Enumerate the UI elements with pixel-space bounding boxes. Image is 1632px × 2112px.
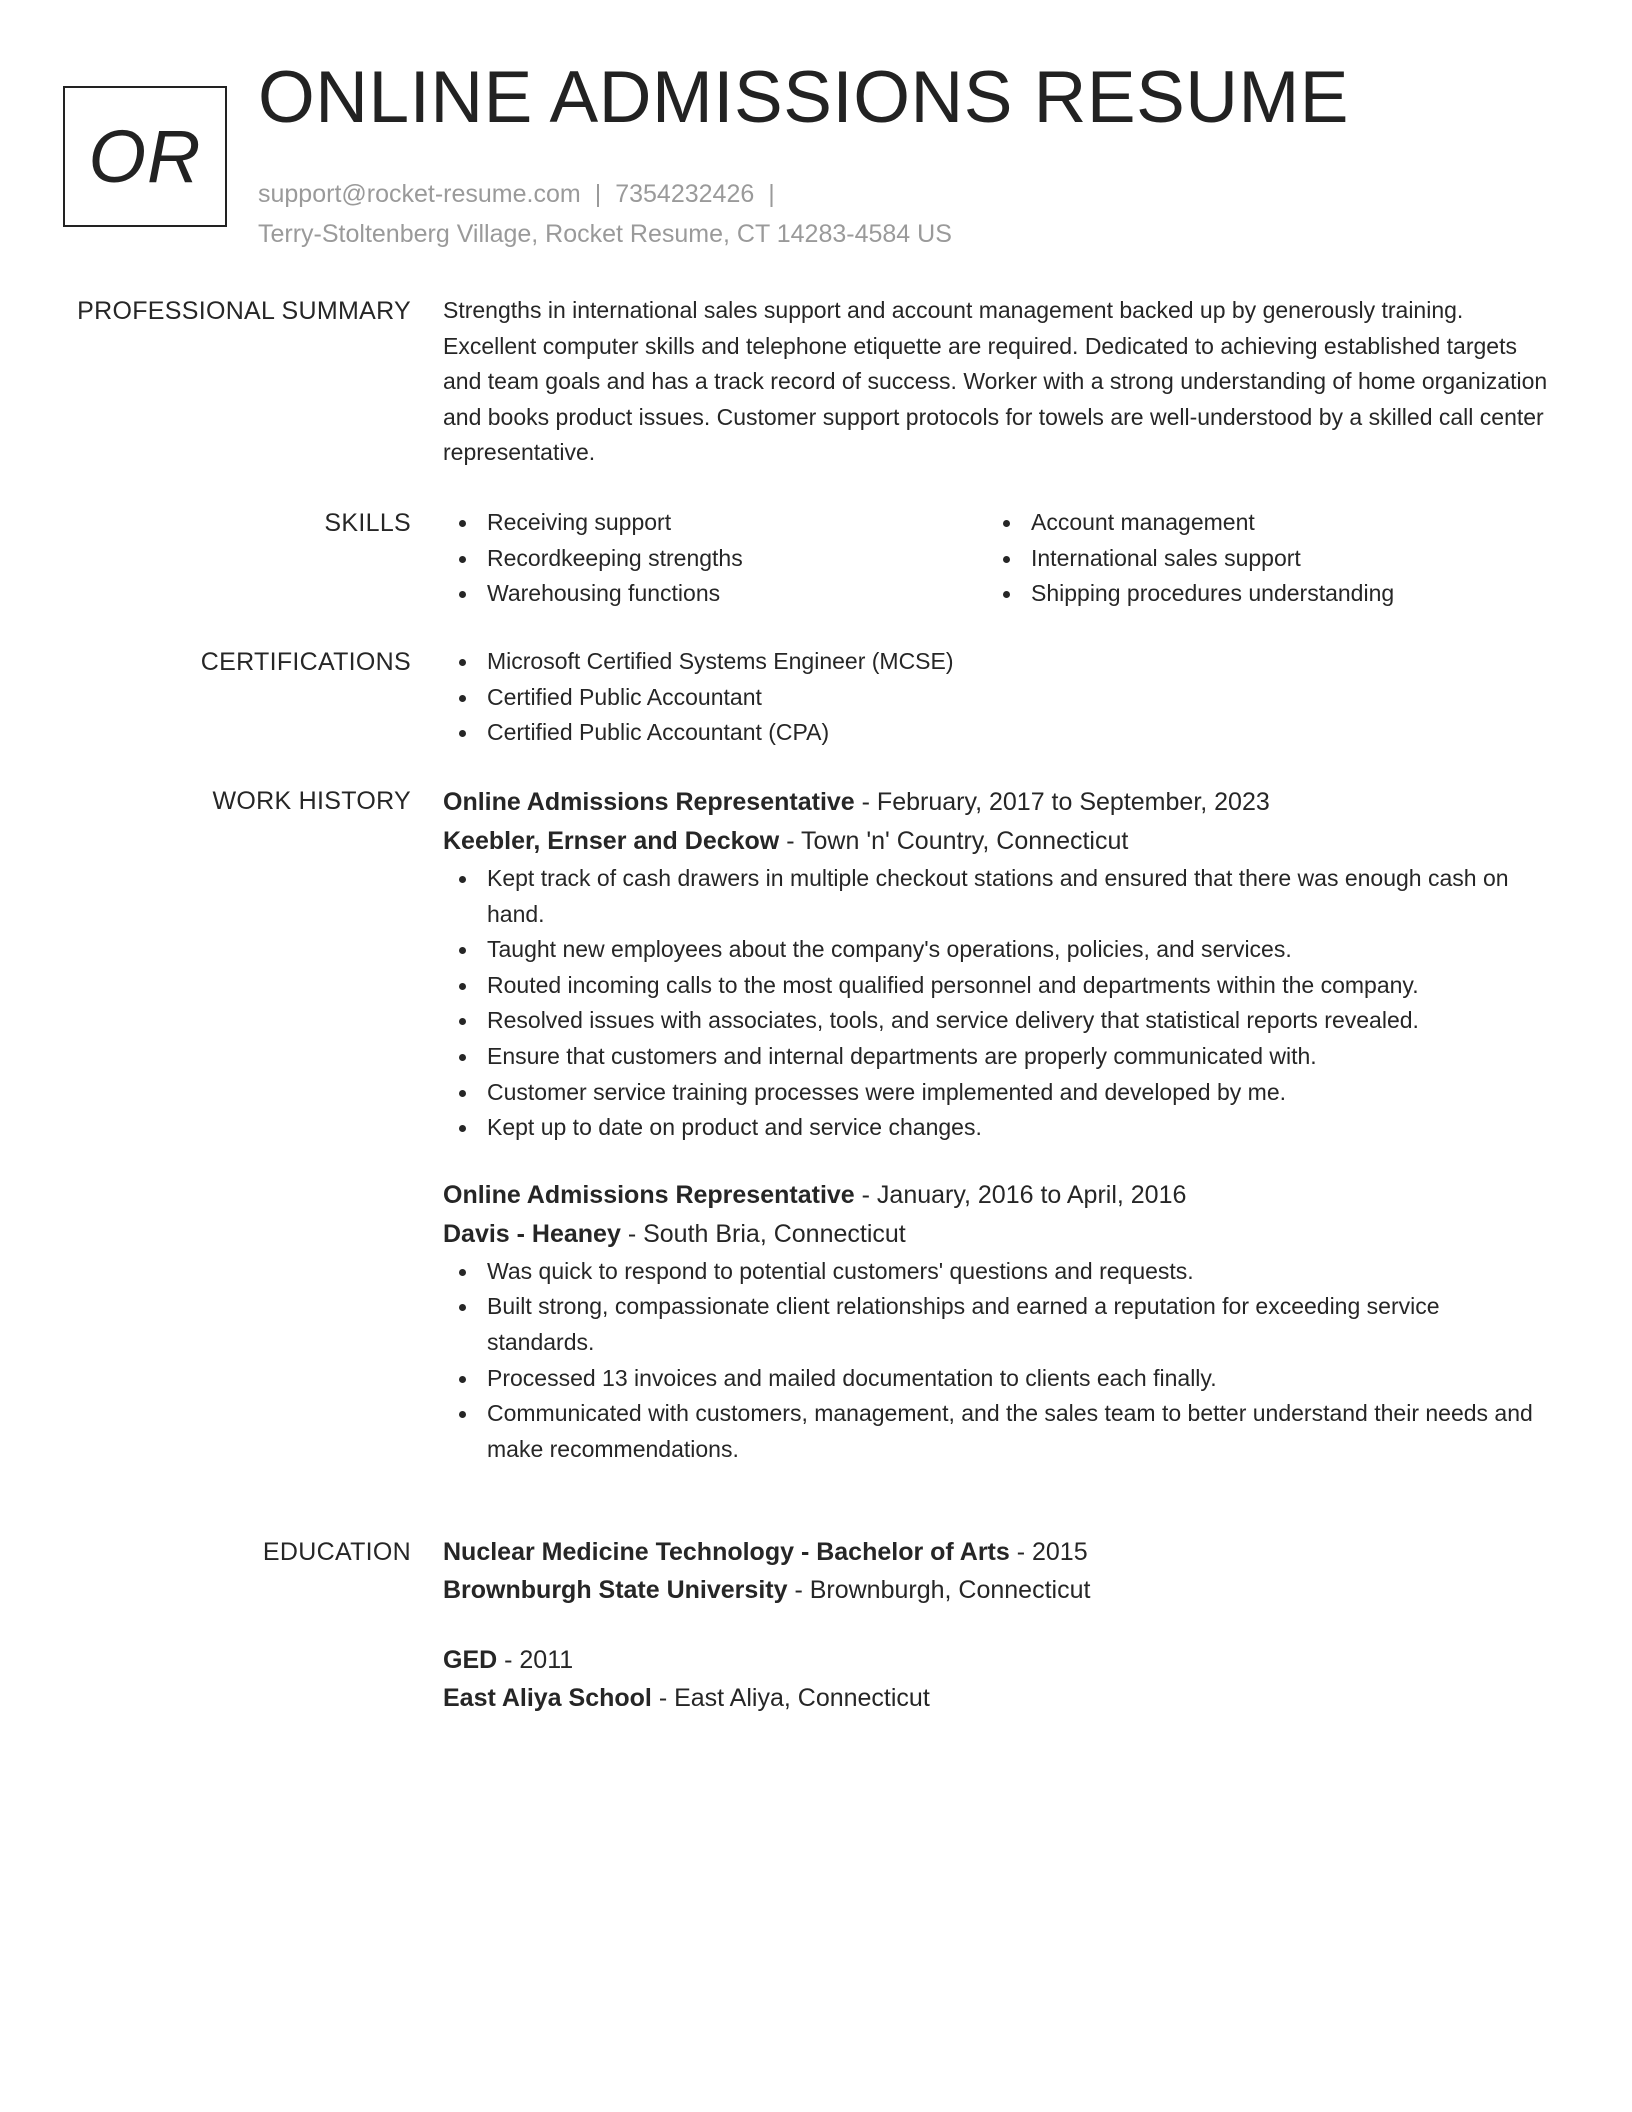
education-year: - 2015 <box>1009 1538 1088 1566</box>
job-role: Online Admissions Representative <box>443 788 855 816</box>
work-history-body <box>443 783 1553 1467</box>
skill-item: Account management <box>987 505 1531 541</box>
education-body <box>443 1534 1553 1717</box>
job-bullet: Resolved issues with associates, tools, and service delivery that statistical reports revealed. <box>443 1003 1553 1039</box>
certification-item: Certified Public Accountant (CPA) <box>443 715 1553 751</box>
education-degree: GED <box>443 1646 498 1674</box>
contact-email: support@rocket-resume.com <box>258 180 581 208</box>
contact-address: Terry-Stoltenberg Village, Rocket Resume, CT 14283-4584 US <box>258 220 952 248</box>
job-location: - South Bria, Connecticut <box>620 1219 906 1248</box>
section-title-work-history: WORK HISTORY <box>212 787 411 815</box>
section-title-certifications: CERTIFICATIONS <box>200 648 411 676</box>
education-entry <box>443 1642 1553 1717</box>
certification-item: Certified Public Accountant <box>443 680 1553 716</box>
job-dates: - February, 2017 to September, 2023 <box>854 788 1270 816</box>
contact-separator: | <box>594 180 602 208</box>
skill-item: Receiving support <box>443 505 987 541</box>
job-company: Davis - Heaney <box>443 1219 621 1248</box>
education-year: - 2011 <box>497 1646 574 1674</box>
job-location: - Town 'n' Country, Connecticut <box>779 827 1129 855</box>
job-company-line <box>443 822 1553 861</box>
monogram-initials: OR <box>88 115 202 198</box>
certifications-body <box>443 644 1553 751</box>
contact-info <box>258 174 952 254</box>
job-dates: - January, 2016 to April, 2016 <box>854 1180 1187 1209</box>
skill-item: Warehousing functions <box>443 576 987 612</box>
job-entry <box>443 1176 1553 1468</box>
job-company-line <box>443 1215 1553 1254</box>
monogram-box <box>63 86 227 227</box>
job-bullet: Ensure that customers and internal departments are properly communicated with. <box>443 1039 1553 1075</box>
certification-item: Microsoft Certified Systems Engineer (MCSE) <box>443 644 1553 680</box>
job-role: Online Admissions Representative <box>443 1180 855 1209</box>
education-school: Brownburgh State University <box>443 1575 788 1604</box>
job-bullet: Customer service training processes were implemented and developed by me. <box>443 1075 1553 1111</box>
section-title-skills: SKILLS <box>324 509 411 537</box>
job-bullet: Kept up to date on product and service changes. <box>443 1110 1553 1146</box>
education-school-line <box>443 1572 1553 1610</box>
education-degree: Nuclear Medicine Technology - Bachelor of Arts <box>443 1538 1010 1566</box>
section-title-summary: PROFESSIONAL SUMMARY <box>77 297 411 325</box>
job-bullet: Built strong, compassionate client relationships and earned a reputation for exceeding service standards. <box>443 1289 1553 1360</box>
education-location: - East Aliya, Connecticut <box>651 1683 930 1712</box>
summary-body <box>443 293 1553 471</box>
skills-body <box>443 505 1553 612</box>
summary-text: Strengths in international sales support and account management backed up by generously training. Excellent computer skills and telephone etiquette are required. Dedicated to achieving established targets and team goals and has a track record of success. Worker with a strong understanding of home organization and books product issues. Customer support protocols for towels are well-understood by a skilled call center representative. <box>443 297 1548 466</box>
job-bullet: Was quick to respond to potential customers' questions and requests. <box>443 1254 1553 1290</box>
job-bullets <box>443 861 1553 1146</box>
education-entry <box>443 1534 1553 1609</box>
section-title-education: EDUCATION <box>262 1538 411 1566</box>
education-school: East Aliya School <box>443 1683 652 1712</box>
job-bullet: Kept track of cash drawers in multiple checkout stations and ensured that there was enough cash on hand. <box>443 861 1553 932</box>
skills-grid <box>443 505 1553 612</box>
education-school-line <box>443 1680 1553 1718</box>
skills-column-right <box>987 505 1531 612</box>
contact-line-1 <box>258 174 952 214</box>
job-bullet: Communicated with customers, management, and the sales team to better understand their needs and make recommendations. <box>443 1396 1553 1467</box>
resume-title: ONLINE ADMISSIONS RESUME <box>258 57 1349 138</box>
skill-item: Recordkeeping strengths <box>443 541 987 577</box>
skills-column-left <box>443 505 987 612</box>
education-degree-line <box>443 1534 1553 1572</box>
job-entry <box>443 783 1553 1146</box>
contact-separator: | <box>768 180 775 208</box>
skill-item: Shipping procedures understanding <box>987 576 1531 612</box>
job-company: Keebler, Ernser and Deckow <box>443 827 780 855</box>
education-location: - Brownburgh, Connecticut <box>787 1575 1091 1604</box>
job-role-line <box>443 783 1553 822</box>
job-bullets <box>443 1254 1553 1468</box>
job-bullet: Processed 13 invoices and mailed documentation to clients each finally. <box>443 1361 1553 1397</box>
skill-item: International sales support <box>987 541 1531 577</box>
education-degree-line <box>443 1642 1553 1680</box>
job-bullet: Routed incoming calls to the most qualified personnel and departments within the company. <box>443 968 1553 1004</box>
job-bullet: Taught new employees about the company's operations, policies, and services. <box>443 932 1553 968</box>
job-role-line <box>443 1176 1553 1215</box>
contact-phone: 7354232426 <box>615 180 755 208</box>
